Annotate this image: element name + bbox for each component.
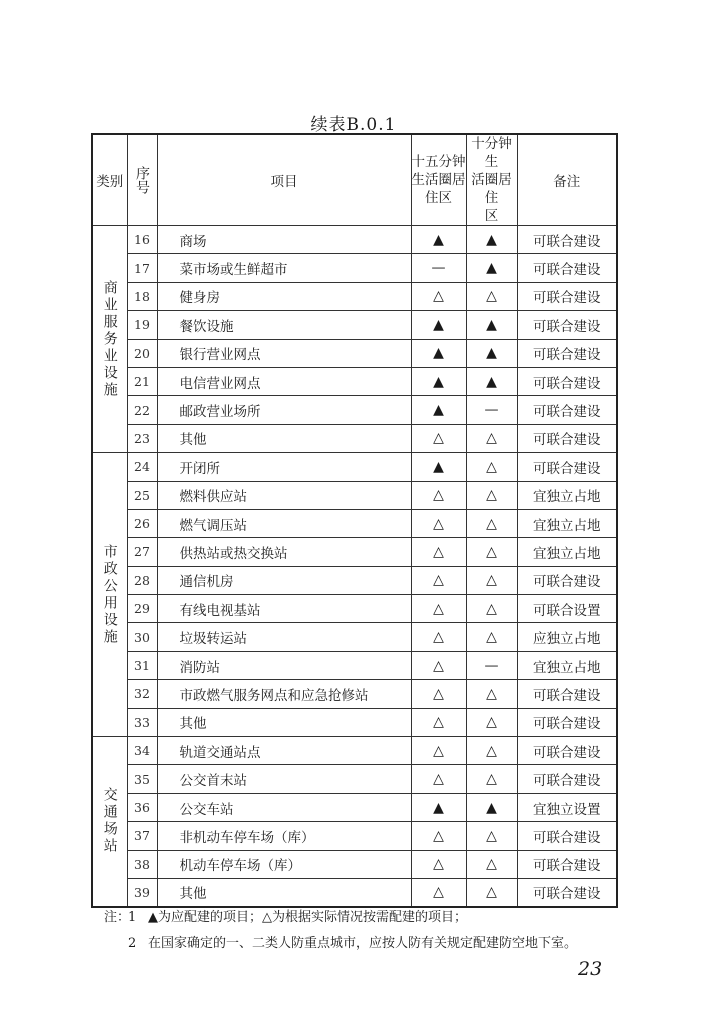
row-number-cell: 33 [127,708,157,736]
note-cell: 可联合建设 [517,765,617,793]
note-cell: 宜独立占地 [517,651,617,679]
note-number: 2 [128,936,137,951]
note-cell: 可联合建设 [517,254,617,282]
ten-minute-cell: — [466,396,517,424]
note-cell: 可联合建设 [517,822,617,850]
row-number-cell: 22 [127,396,157,424]
row-number-cell: 27 [127,538,157,566]
fifteen-minute-cell: ▲ [411,339,466,367]
fifteen-minute-cell: ▲ [411,311,466,339]
item-name-cell: 有线电视基站 [157,595,411,623]
header-ten-minute [466,134,517,226]
row-number-cell: 29 [127,595,157,623]
header-no-text: 序号 [134,166,150,194]
item-name-cell: 邮政营业场所 [157,396,411,424]
item-name-cell: 银行营业网点 [157,339,411,367]
ten-minute-cell: △ [466,566,517,594]
row-number-cell: 39 [127,878,157,906]
note-cell: 可联合建设 [517,424,617,452]
item-name-cell: 燃气调压站 [157,509,411,537]
note-row-1 [104,905,577,931]
note-cell: 宜独立占地 [517,538,617,566]
item-name-cell: 通信机房 [157,566,411,594]
row-number-cell: 19 [127,311,157,339]
ten-minute-cell: △ [466,765,517,793]
row-number-cell: 30 [127,623,157,651]
row-number-cell: 17 [127,254,157,282]
item-name-cell: 消防站 [157,651,411,679]
fifteen-minute-cell: ▲ [411,453,466,481]
note-text: 在国家确定的一、二类人防重点城市，应按人防有关规定配建防空地下室。 [148,936,578,951]
note-cell: 可联合建设 [517,339,617,367]
item-name-cell: 其他 [157,708,411,736]
item-name-cell: 供热站或热交换站 [157,538,411,566]
fifteen-minute-cell: △ [411,651,466,679]
table-row [92,595,617,623]
note-cell: 可联合建设 [517,396,617,424]
table-row [92,737,617,765]
table-row [92,765,617,793]
note-cell: 可联合建设 [517,878,617,906]
row-number-cell: 26 [127,509,157,537]
table-row [92,509,617,537]
table-row [92,396,617,424]
note-cell: 宜独立占地 [517,509,617,537]
note-cell: 可联合建设 [517,453,617,481]
note-cell: 可联合建设 [517,282,617,310]
row-number-cell: 20 [127,339,157,367]
fifteen-minute-cell: △ [411,708,466,736]
note-cell: 可联合建设 [517,311,617,339]
header-item: 项目 [157,134,411,226]
ten-minute-cell: △ [466,538,517,566]
table-notes [104,905,577,957]
item-name-cell: 餐饮设施 [157,311,411,339]
item-name-cell: 燃料供应站 [157,481,411,509]
row-number-cell: 35 [127,765,157,793]
ten-minute-cell: △ [466,453,517,481]
note-cell: 可联合建设 [517,680,617,708]
ten-minute-cell: △ [466,282,517,310]
ten-minute-cell: △ [466,822,517,850]
header-category: 类别 [92,134,127,226]
row-number-cell: 37 [127,822,157,850]
fifteen-minute-cell: ▲ [411,226,466,254]
row-number-cell: 23 [127,424,157,452]
item-name-cell: 非机动车停车场（库） [157,822,411,850]
ten-minute-cell: △ [466,481,517,509]
note-cell: 可联合建设 [517,737,617,765]
item-name-cell: 市政燃气服务网点和应急抢修站 [157,680,411,708]
table-row [92,226,617,254]
ten-minute-cell: △ [466,595,517,623]
item-name-cell: 垃圾转运站 [157,623,411,651]
fifteen-minute-cell: ▲ [411,793,466,821]
ten-minute-cell: — [466,651,517,679]
table-row [92,367,617,395]
table-row [92,850,617,878]
row-number-cell: 28 [127,566,157,594]
row-number-cell: 32 [127,680,157,708]
header-fifteen-minute [411,134,466,226]
category-cell [92,226,127,453]
ten-minute-cell: ▲ [466,793,517,821]
note-cell: 可联合建设 [517,566,617,594]
ten-minute-cell: ▲ [466,226,517,254]
ten-minute-cell: △ [466,878,517,906]
item-name-cell: 公交首末站 [157,765,411,793]
item-name-cell: 轨道交通站点 [157,737,411,765]
item-name-cell: 开闭所 [157,453,411,481]
table-row [92,822,617,850]
category-label: 商业服务业设施 [101,279,118,399]
table-row [92,481,617,509]
facility-table [91,133,618,908]
note-cell: 应独立占地 [517,623,617,651]
table-row [92,651,617,679]
fifteen-minute-cell: △ [411,424,466,452]
header-no [127,134,157,226]
item-name-cell: 公交车站 [157,793,411,821]
ten-minute-cell: △ [466,509,517,537]
row-number-cell: 24 [127,453,157,481]
fifteen-minute-cell: △ [411,680,466,708]
table-row [92,680,617,708]
ten-minute-cell: △ [466,850,517,878]
note-number: 1 [128,910,137,925]
table-row [92,311,617,339]
fifteen-minute-cell: △ [411,481,466,509]
row-number-cell: 18 [127,282,157,310]
table-header-row [92,134,617,226]
note-cell: 宜独立占地 [517,481,617,509]
row-number-cell: 21 [127,367,157,395]
page-number: 23 [578,958,603,980]
item-name-cell: 健身房 [157,282,411,310]
row-number-cell: 25 [127,481,157,509]
table-row [92,424,617,452]
note-cell: 宜独立设置 [517,793,617,821]
fifteen-minute-cell: △ [411,623,466,651]
ten-minute-cell: △ [466,737,517,765]
fifteen-minute-cell: △ [411,509,466,537]
category-cell [92,453,127,737]
table-row [92,793,617,821]
note-cell: 可联合设置 [517,595,617,623]
table-row [92,623,617,651]
fifteen-minute-cell: — [411,254,466,282]
note-cell: 可联合建设 [517,708,617,736]
fifteen-minute-cell: ▲ [411,396,466,424]
fifteen-minute-cell: △ [411,595,466,623]
fifteen-minute-cell: △ [411,765,466,793]
notes-label: 注： [104,910,131,925]
table-row [92,339,617,367]
table-row [92,254,617,282]
item-name-cell: 菜市场或生鲜超市 [157,254,411,282]
row-number-cell: 36 [127,793,157,821]
table-row [92,453,617,481]
table-row [92,708,617,736]
table-body [92,226,617,907]
ten-minute-cell: △ [466,424,517,452]
note-cell: 可联合建设 [517,850,617,878]
fifteen-minute-cell: △ [411,822,466,850]
ten-minute-cell: ▲ [466,367,517,395]
header-note: 备注 [517,134,617,226]
fifteen-minute-cell: △ [411,850,466,878]
header-fifteen-text: 十五分钟 生活圈居 住区 [411,154,466,206]
table-row [92,566,617,594]
ten-minute-cell: ▲ [466,254,517,282]
row-number-cell: 16 [127,226,157,254]
ten-minute-cell: ▲ [466,339,517,367]
note-row-2 [104,931,577,957]
item-name-cell: 电信营业网点 [157,367,411,395]
fifteen-minute-cell: △ [411,878,466,906]
row-number-cell: 31 [127,651,157,679]
ten-minute-cell: △ [466,680,517,708]
note-cell: 可联合建设 [517,367,617,395]
note-cell: 可联合建设 [517,226,617,254]
ten-minute-cell: △ [466,708,517,736]
category-label: 市政公用设施 [101,543,118,646]
note-text: ▲为应配建的项目；△为根据实际情况按需配建的项目； [148,910,467,925]
ten-minute-cell: △ [466,623,517,651]
ten-minute-cell: ▲ [466,311,517,339]
fifteen-minute-cell: △ [411,282,466,310]
fifteen-minute-cell: △ [411,737,466,765]
row-number-cell: 34 [127,737,157,765]
header-ten-text: 十分钟生 活圈居住 区 [471,136,512,224]
table-title: 续表B.0.1 [310,115,397,135]
row-number-cell: 38 [127,850,157,878]
item-name-cell: 其他 [157,424,411,452]
table-row [92,878,617,906]
category-cell [92,737,127,907]
item-name-cell: 商场 [157,226,411,254]
item-name-cell: 其他 [157,878,411,906]
table-row [92,282,617,310]
category-label: 交通场站 [101,787,118,856]
table-row [92,538,617,566]
fifteen-minute-cell: △ [411,538,466,566]
fifteen-minute-cell: △ [411,566,466,594]
item-name-cell: 机动车停车场（库） [157,850,411,878]
fifteen-minute-cell: ▲ [411,367,466,395]
